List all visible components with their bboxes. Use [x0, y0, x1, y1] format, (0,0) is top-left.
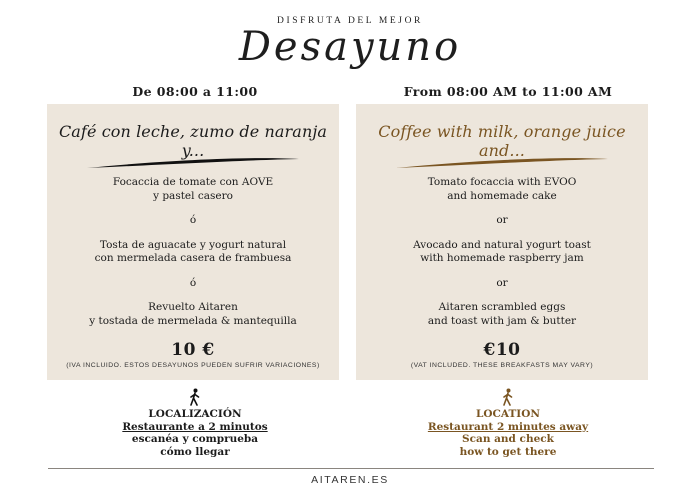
spanish-headline: Café con leche, zumo de naranja y... — [58, 122, 328, 160]
spanish-separator: ó — [189, 276, 197, 289]
spanish-item-2: Tosta de aguacate y yogurt natural con mermelada casera de frambuesa — [94, 238, 292, 264]
spanish-separator: ó — [189, 214, 197, 226]
english-note: (VAT INCLUDED. THESE BREAKFASTS MAY VARY) — [410, 362, 594, 369]
english-location-label: LOCATION — [476, 408, 540, 420]
spanish-menu-items — [47, 176, 339, 328]
english-item-1: Tomato focaccia with EVOO and homemade cake — [427, 176, 577, 202]
english-location-line-2: how to get there — [459, 445, 557, 458]
english-menu-panel — [356, 104, 648, 380]
spanish-price: 10 € — [171, 340, 215, 360]
english-headline: Coffee with milk, orange juice and... — [378, 122, 626, 160]
spanish-menu-panel — [47, 104, 339, 380]
english-menu-items — [356, 176, 648, 328]
spanish-location-line-1: escanéa y comprueba — [131, 433, 259, 445]
spanish-location-block — [42, 388, 348, 458]
english-time: From 08:00 AM to 11:00 AM — [403, 84, 613, 99]
spanish-note: (IVA INCLUIDO. ESTOS DESAYUNOS PUEDEN SUFRIR VARIACIONES) — [66, 362, 320, 369]
spanish-time: De 08:00 a 11:00 — [132, 84, 258, 99]
english-location-block — [355, 388, 661, 458]
spanish-location-line-2: cómo llegar — [160, 445, 230, 458]
header-subtitle: DISFRUTA DEL MEJOR — [277, 16, 423, 26]
english-price: €10 — [483, 340, 521, 360]
walking-person-icon — [188, 388, 202, 406]
spanish-location-label: LOCALIZACIÓN — [148, 408, 242, 420]
english-separator: or — [496, 214, 508, 226]
footer-website[interactable]: AITAREN.ES — [311, 474, 389, 486]
spanish-swash-divider — [47, 152, 339, 176]
english-location-line-1: Scan and check — [462, 433, 554, 445]
english-item-2: Avocado and natural yogurt toast with homemade raspberry jam — [413, 238, 591, 264]
english-location-link[interactable]: Restaurant 2 minutes away — [427, 420, 589, 433]
walking-person-icon — [501, 388, 515, 406]
english-item-3: Aitaren scrambled eggs and toast with jam & butter — [427, 301, 577, 327]
footer-divider — [48, 468, 654, 469]
spanish-item-1: Focaccia de tomate con AOVE y pastel casero — [112, 176, 274, 202]
english-swash-divider — [356, 152, 648, 176]
spanish-item-3: Revuelto Aitaren y tostada de mermelada & mantequilla — [89, 301, 297, 327]
header-title: Desayuno — [238, 24, 462, 70]
english-separator: or — [496, 276, 508, 289]
spanish-location-link[interactable]: Restaurante a 2 minutos — [122, 420, 268, 433]
